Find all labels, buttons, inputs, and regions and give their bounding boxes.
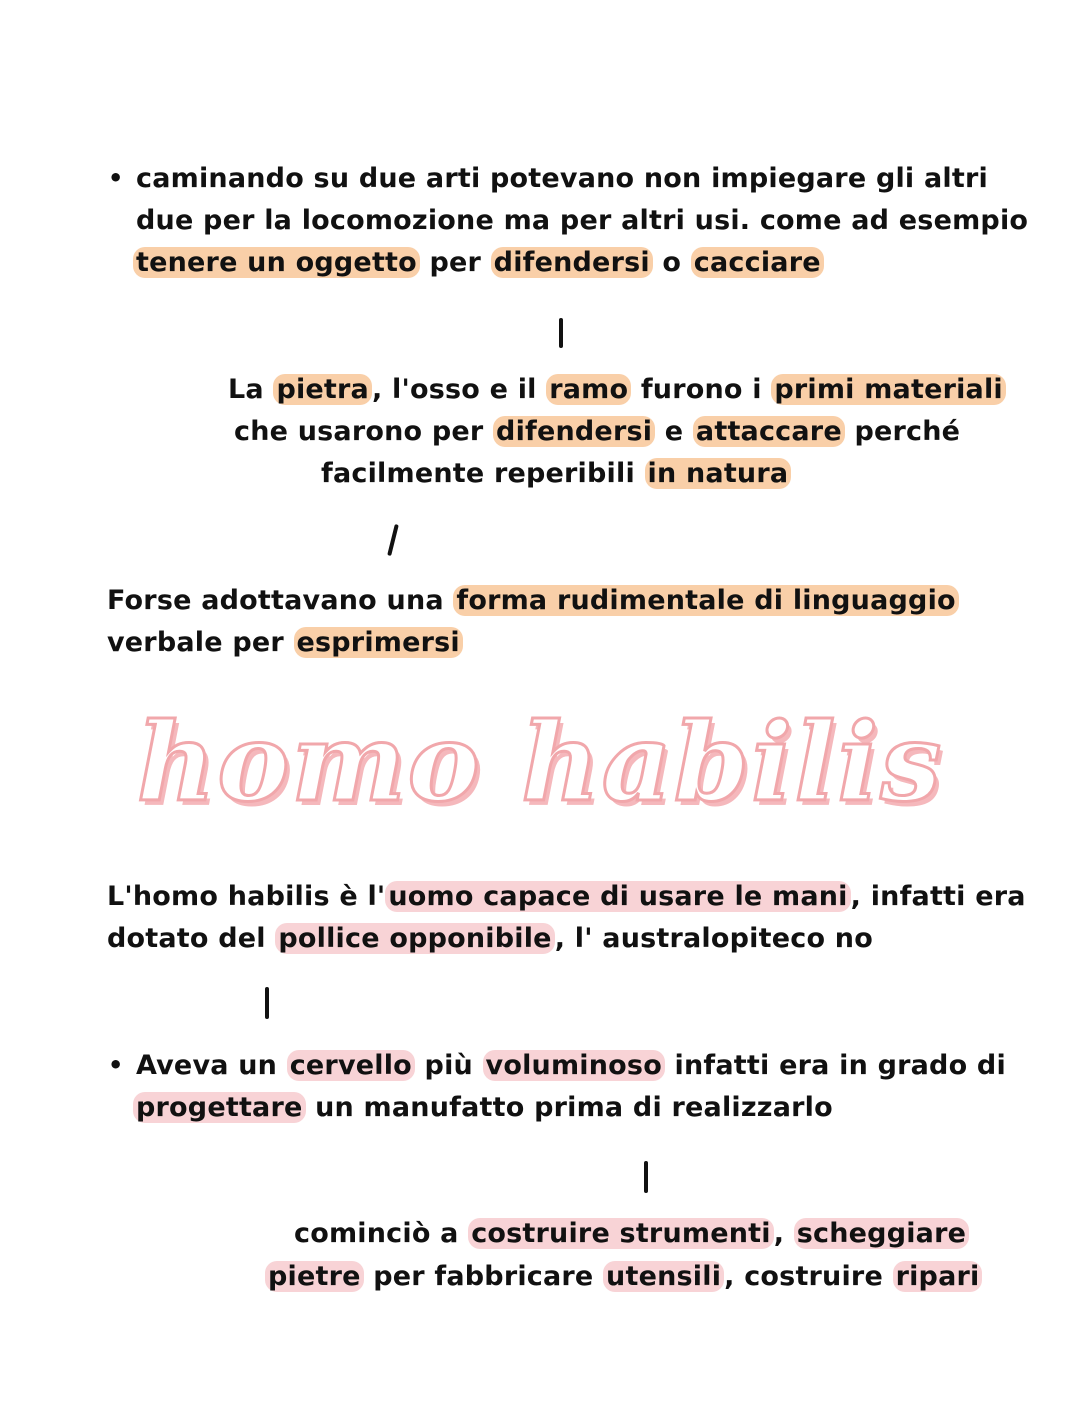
connector-slash-icon: [387, 524, 399, 556]
bullet-icon: •: [108, 164, 124, 192]
block6-line1: [294, 1213, 969, 1255]
highlight-forma-rudimentale: forma rudimentale di linguaggio: [453, 585, 958, 616]
text: ,: [773, 1218, 794, 1249]
block5-line1: [136, 1045, 1006, 1087]
block1-line2: due per la locomozione ma per altri usi. come ad esempio: [136, 205, 1029, 236]
block6-line2: [265, 1256, 982, 1298]
block3-line2: [107, 622, 463, 664]
highlight-pietre: pietre: [265, 1261, 364, 1292]
highlight-tenere-un-oggetto: tenere un oggetto: [133, 247, 420, 278]
highlight-scheggiare: scheggiare: [794, 1218, 969, 1249]
text: , l' australopiteco no: [554, 923, 873, 954]
highlight-voluminoso: voluminoso: [483, 1050, 665, 1081]
connector-line-icon: [644, 1161, 648, 1193]
text: che usarono per: [234, 416, 494, 447]
block3-line1: [107, 580, 959, 622]
text: per: [419, 247, 491, 278]
highlight-difendersi-2: difendersi: [493, 416, 655, 447]
block2-line1: [228, 369, 1006, 411]
block2-line3: [321, 453, 791, 495]
highlight-ripari: ripari: [893, 1261, 983, 1292]
highlight-progettare: progettare: [133, 1092, 306, 1123]
highlight-esprimersi: esprimersi: [294, 627, 463, 658]
text: infatti era in grado di: [664, 1050, 1006, 1081]
block1-line1: caminando su due arti potevano non impiegare gli altri: [136, 163, 988, 194]
connector-line-icon: [559, 318, 563, 348]
block4-line2: [107, 918, 873, 960]
block2-line2: [234, 411, 960, 453]
block5-line2: [133, 1087, 833, 1129]
text: cominciò a: [294, 1218, 469, 1249]
text: e: [655, 416, 693, 447]
text: più: [414, 1050, 483, 1081]
highlight-difendersi: difendersi: [491, 247, 653, 278]
text: facilmente reperibili: [321, 458, 645, 489]
highlight-costruire-strumenti: costruire strumenti: [468, 1218, 774, 1249]
text: dotato del: [107, 923, 276, 954]
highlight-cervello: cervello: [287, 1050, 415, 1081]
text: perché: [844, 416, 961, 447]
highlight-pollice-opponibile: pollice opponibile: [275, 923, 554, 954]
highlight-utensili: utensili: [603, 1261, 724, 1292]
highlight-uomo-capace: uomo capace di usare le mani: [385, 881, 850, 912]
highlight-cacciare: cacciare: [691, 247, 824, 278]
text: , l'osso e il: [371, 374, 547, 405]
highlight-primi-materiali: primi materiali: [771, 374, 1006, 405]
text: furono i: [631, 374, 772, 405]
highlight-in-natura: in natura: [645, 458, 792, 489]
highlight-pietra: pietra: [273, 374, 372, 405]
text: o: [652, 247, 691, 278]
text: , costruire: [724, 1261, 893, 1292]
text: un manufatto prima di realizzarlo: [305, 1092, 833, 1123]
bullet-icon: •: [108, 1051, 124, 1079]
highlight-ramo: ramo: [546, 374, 631, 405]
text: L'homo habilis è l': [107, 881, 386, 912]
text: Forse adottavano una: [107, 585, 454, 616]
text: La: [228, 374, 274, 405]
block4-line1: [107, 876, 1026, 918]
page-title: homo habilis: [136, 700, 944, 826]
connector-line-icon: [265, 987, 269, 1019]
block1-line3: [133, 242, 824, 284]
text: Aveva un: [136, 1050, 287, 1081]
text: verbale per: [107, 627, 294, 658]
text: per fabbricare: [363, 1261, 604, 1292]
text: , infatti era: [850, 881, 1026, 912]
highlight-attaccare: attaccare: [693, 416, 845, 447]
